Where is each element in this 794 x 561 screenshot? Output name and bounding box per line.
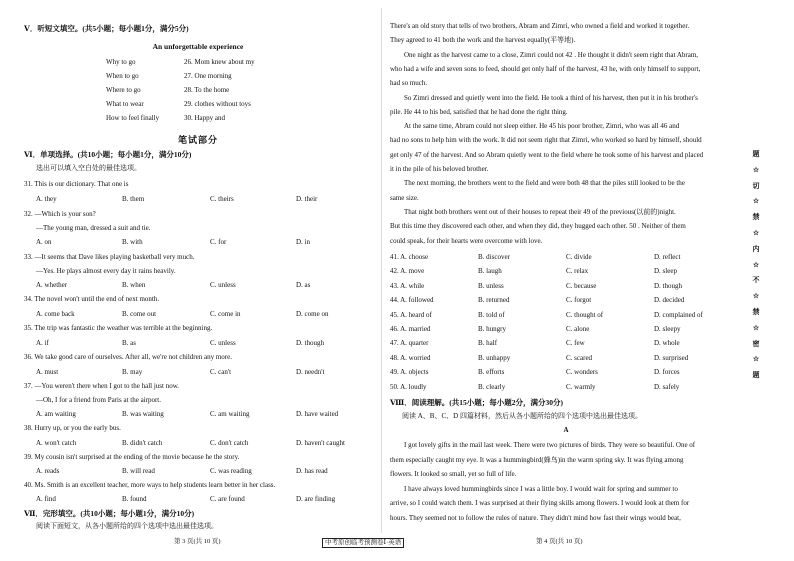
passage-line: who had a wife and seven sons to feed, should get only half of the harvest, 43 he, with only himself to support,	[390, 64, 701, 73]
question-33-line2: —Yes. He plays almost every day it rains heavily.	[36, 267, 176, 275]
option: B. them	[122, 195, 145, 203]
section-6-title: Ⅵ．单项选择。(共10小题；每小题1分，满分10分)	[24, 150, 192, 159]
option: A. am waiting	[36, 410, 76, 418]
option: D. has read	[296, 467, 328, 475]
option: C. forgot	[566, 296, 592, 305]
option: B. laugh	[478, 267, 502, 276]
option: D. as	[296, 281, 311, 289]
option: A. whether	[36, 281, 68, 289]
section-7-title: Ⅶ．完形填空。(共10小题；每小题1分，满分10分)	[24, 509, 195, 518]
margin-char: 题	[752, 150, 760, 158]
option: D. decided	[654, 296, 685, 305]
passage-line: I got lovely gifts in the mail last week. There were two pictures of birds. They were so beautiful. One of	[404, 441, 696, 449]
option: C. few	[566, 339, 585, 348]
question-39: 39. My cousin isn't surprised at the ending of the movie because he the story.	[24, 453, 240, 461]
table-key: Why to go	[106, 58, 136, 66]
question-35: 35. The trip was fantastic the weather was terrible at the beginning.	[24, 324, 213, 332]
passage-line: hours. They seemed not to follow the rules of nature. They didn't mind how fast their wings would beat,	[390, 514, 681, 522]
option: D. forces	[654, 368, 680, 377]
table-cell: 26. Mom knew about my	[184, 58, 255, 66]
option: C. are found	[210, 495, 245, 503]
option: C. wonders	[566, 368, 598, 377]
margin-char: 密	[752, 339, 760, 348]
option: D. needn't	[296, 368, 325, 376]
option: A. they	[36, 195, 57, 203]
option: C. for	[210, 238, 227, 246]
section-6-instruction: 选出可以填入空白处的最佳选项。	[36, 164, 141, 172]
option: 48. A. worried	[390, 353, 431, 362]
option: D. though	[654, 281, 682, 290]
option: C. because	[566, 281, 597, 290]
option: 42. A. move	[390, 267, 425, 276]
option: D. haven't caught	[296, 439, 345, 447]
option: C. theirs	[210, 195, 234, 203]
question-32-line2: —The young man, dressed a suit and tie.	[36, 224, 151, 232]
option: 44. A. followed	[390, 296, 434, 305]
question-40: 40. Ms. Smith is an excellent teacher, more ways to help students learn better in her class.	[24, 481, 276, 489]
margin-char: 禁	[752, 307, 760, 316]
passage-line: The next morning, the brothers went to the field and were both 48 that the piles still looked to be the	[404, 179, 685, 188]
passage-line: them especially caught my eye. It was a hummingbird(蜂鸟)in the warm spring sky. It was flying among	[390, 455, 684, 464]
option: C. unless	[210, 281, 236, 289]
option: D. sleepy	[654, 325, 681, 333]
option: C. scared	[566, 353, 593, 362]
option: B. unless	[478, 281, 504, 290]
option: C. come in	[210, 310, 241, 318]
option: D. surprised	[654, 353, 689, 362]
passage-line: But this time they discovered each other, and when they did, they hugged each other. 50 . Neither of them	[390, 222, 686, 231]
option: B. discover	[478, 253, 510, 261]
question-34: 34. The novel won't until the end of next month.	[24, 295, 160, 303]
option: 49. A. objects	[390, 368, 429, 377]
section-8-title: Ⅷ．阅读理解。(共15小题；每小题2分，满分30分)	[390, 398, 563, 407]
option: D. are finding	[296, 495, 336, 503]
option: B. returned	[478, 296, 510, 305]
margin-char: 不	[752, 276, 760, 285]
margin-char: ☆	[752, 323, 760, 332]
option: A. if	[36, 339, 49, 347]
option: 45. A. heard of	[390, 310, 432, 319]
option: D. complained of	[654, 310, 703, 319]
option: B. efforts	[478, 368, 505, 377]
passage-line: get only 47 of the harvest. And so Abram quietly went to the field where he took some of his harvest and placed	[390, 150, 704, 159]
option: C. am waiting	[210, 410, 250, 418]
option: B. unhappy	[478, 353, 511, 362]
option: D. come on	[296, 310, 329, 318]
option: D. whole	[654, 339, 680, 348]
option: A. must	[36, 368, 59, 376]
table-row	[106, 58, 136, 67]
table-cell: 30. Happy and	[184, 114, 226, 122]
passage-title: An unforgettable experience	[152, 42, 244, 51]
question-36: 36. We take good care of ourselves. After all, we're not children any more.	[24, 353, 232, 361]
option: B. found	[122, 495, 147, 503]
option: B. when	[122, 281, 146, 289]
page-number-right: 第 4 页(共 10 页)	[536, 538, 583, 545]
option: A. find	[36, 495, 56, 503]
option: B. told of	[478, 310, 505, 319]
question-33: 33. —It seems that Dave likes playing basketball very much.	[24, 253, 195, 261]
passage-line: pile. He 44 to his bed, satisfied that he had done the right thing.	[390, 107, 568, 116]
passage-line: could speak, for their hearts were overcome with love.	[390, 236, 543, 245]
option: D. sleep	[654, 267, 677, 276]
written-part-heading: 笔试部分	[177, 135, 218, 145]
option: B. will read	[122, 467, 155, 475]
margin-char: 禁	[752, 213, 760, 222]
passage-line: There's an old story that tells of two brothers, Abram and Zimri, who owned a field and worked it together.	[390, 22, 690, 30]
margin-char: ☆	[752, 228, 760, 237]
right-page	[390, 0, 742, 561]
option: C. unless	[210, 339, 236, 347]
passage-line: At the same time, Abram could not sleep either. He 45 his poor brother, Zimri, who was all 46 and	[404, 122, 680, 131]
passage-line: arrive, so I could watch them. I was surprised at their flying skills among flowers. I would look at them for	[390, 499, 690, 508]
exam-title-footer: 中考原创临考预测卷Ⅰ·英语	[322, 538, 404, 548]
option: A. reads	[36, 467, 60, 475]
passage-line: flowers. It looked so small, yet so full of life.	[390, 470, 517, 479]
passage-line: it in the pile of his beloved brother.	[390, 165, 489, 173]
option: B. come out	[122, 310, 157, 318]
option: C. was reading	[210, 467, 252, 475]
option: A. won't catch	[36, 439, 77, 447]
margin-char: ☆	[752, 197, 760, 206]
option: B. with	[122, 238, 143, 246]
passage-line: I have always loved hummingbirds since I was a little boy. I would wait for spring and summer to	[404, 484, 678, 493]
option: A. on	[36, 238, 52, 246]
passage-line: They agreed to 41 both the work and the harvest equally(平等地).	[390, 36, 576, 45]
option: B. as	[122, 339, 136, 347]
question-32: 32. —Which is your son?	[24, 210, 96, 218]
passage-line: same size.	[390, 193, 419, 202]
option: C. thought of	[566, 310, 604, 319]
option: C. divide	[566, 253, 592, 261]
option: 47. A. quarter	[390, 339, 429, 348]
option: B. was waiting	[122, 410, 164, 418]
binding-margin-notice	[750, 150, 762, 380]
question-37-line2: —Oh, I for a friend from Paris at the airport.	[36, 396, 161, 404]
passage-line: So Zimri dressed and quietly went into the field. He took a third of his harvest, then put it in his brother's	[404, 93, 698, 102]
option: C. don't catch	[210, 439, 249, 447]
option: 46. A. married	[390, 325, 431, 333]
section-8-instruction: 阅读 A、B、C、D 四篇材料，然后从各小题所给的四个选项中选出最佳选项。	[402, 412, 642, 420]
option: 43. A. while	[390, 281, 425, 290]
passage-line: had no sons to help him with the work. It did not seem right that Zimri, who worked so hard by himself, should	[390, 136, 702, 145]
table-cell: 28. To the home	[184, 86, 230, 94]
margin-char: 内	[752, 244, 760, 253]
margin-char: 题	[752, 371, 760, 380]
table-key: How to feel finally	[106, 114, 160, 122]
table-cell: 27. One morning	[184, 72, 232, 80]
option: C. alone	[566, 325, 590, 333]
question-37: 37. —You weren't there when I got to the hall just now.	[24, 382, 180, 390]
passage-line: One night as the harvest came to a close, Zimri could not 42 . He thought it didn't seem right that Abram,	[404, 50, 699, 59]
option: D. their	[296, 195, 318, 203]
section-7-instruction: 阅读下面短文，从各小题所给的四个选项中选出最佳选项。	[36, 522, 218, 530]
passage-line: That night both brothers went out of their houses to repeat their 49 of the previous(以前的)night.	[404, 207, 676, 216]
option: D. in	[296, 238, 310, 246]
margin-char: ☆	[752, 355, 760, 364]
question-38: 38. Hurry up, or you the early bus.	[24, 424, 121, 432]
option: D. though	[296, 339, 324, 347]
section-5-title: Ⅴ．听短文填空。(共5小题；每小题1分，满分5分)	[24, 24, 189, 33]
option: 50. A. loudly	[390, 382, 427, 391]
margin-char: ☆	[752, 165, 760, 174]
option: D. have waited	[296, 410, 339, 418]
option: B. didn't catch	[122, 439, 163, 447]
margin-char: ☆	[752, 292, 760, 301]
option: 41. A. choose	[390, 253, 429, 261]
option: C. relax	[566, 267, 589, 276]
table-key: What to wear	[106, 100, 144, 108]
table-key: When to go	[106, 72, 139, 80]
column-divider	[381, 8, 382, 533]
option: B. half	[478, 339, 498, 348]
option: D. reflect	[654, 253, 681, 261]
option: C. warmly	[566, 382, 596, 391]
page-number-left: 第 3 页(共 10 页)	[174, 538, 221, 545]
option: B. may	[122, 368, 143, 376]
table-key: Where to go	[106, 86, 141, 94]
table-cell: 29. clothes without toys	[184, 100, 251, 108]
option: A. come back	[36, 310, 75, 318]
option: D. safely	[654, 382, 680, 391]
option: B. hungry	[478, 325, 506, 333]
passage-a-label: A	[563, 426, 569, 434]
passage-line: had so much.	[390, 79, 428, 88]
margin-char: ☆	[752, 260, 760, 269]
option: C. can't	[210, 368, 232, 376]
margin-char: 切	[752, 181, 760, 190]
question-31: 31. This is our dictionary. That one is	[24, 180, 129, 188]
option: B. clearly	[478, 382, 506, 391]
left-page	[24, 0, 372, 561]
